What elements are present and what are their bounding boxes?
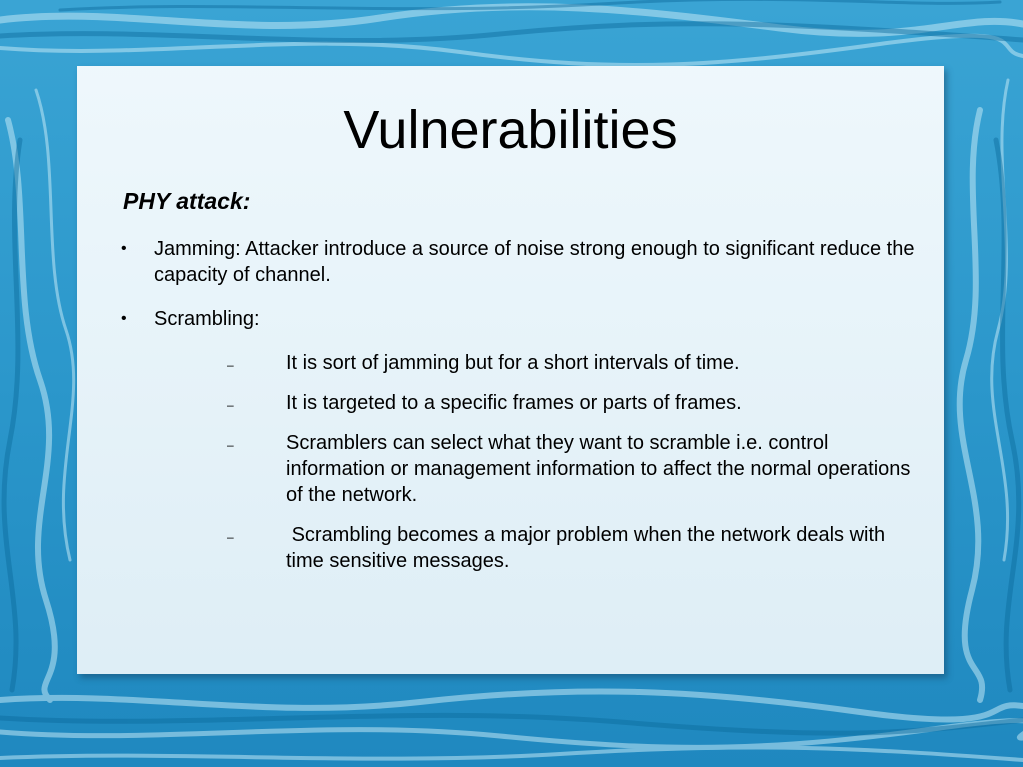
slide-title: Vulnerabilities (343, 100, 678, 160)
sub-bullet-text: Scrambling becomes a major problem when the network deals with time sensitive messages. (286, 524, 891, 572)
dash-icon: – (227, 438, 234, 452)
sub-bullet-item (227, 522, 917, 574)
bullet-item-jamming (121, 236, 933, 288)
dash-icon: – (227, 398, 234, 412)
sub-bullet-list (227, 350, 917, 588)
bullet-list (121, 236, 933, 350)
sub-bullet-item (227, 430, 917, 508)
sub-bullet-text: It is sort of jamming but for a short intervals of time. (286, 352, 740, 374)
sub-bullet-text: It is targeted to a specific frames or parts of frames. (286, 392, 742, 414)
dash-icon: – (227, 358, 234, 372)
slide-content-panel (77, 66, 944, 674)
bullet-text: Scrambling: (154, 308, 260, 330)
bullet-dot-icon: • (121, 310, 127, 327)
dash-icon: – (227, 530, 234, 544)
sub-bullet-text: Scramblers can select what they want to scramble i.e. control information or management information to affect the normal operations of the network. (286, 432, 916, 506)
bullet-item-scrambling (121, 306, 933, 332)
bullet-text: Jamming: Attacker introduce a source of noise strong enough to significant reduce the capacity of channel. (154, 238, 915, 286)
sub-bullet-item (227, 390, 917, 416)
section-heading: PHY attack: (123, 188, 251, 214)
sub-bullet-item (227, 350, 917, 376)
bullet-dot-icon: • (121, 240, 127, 257)
